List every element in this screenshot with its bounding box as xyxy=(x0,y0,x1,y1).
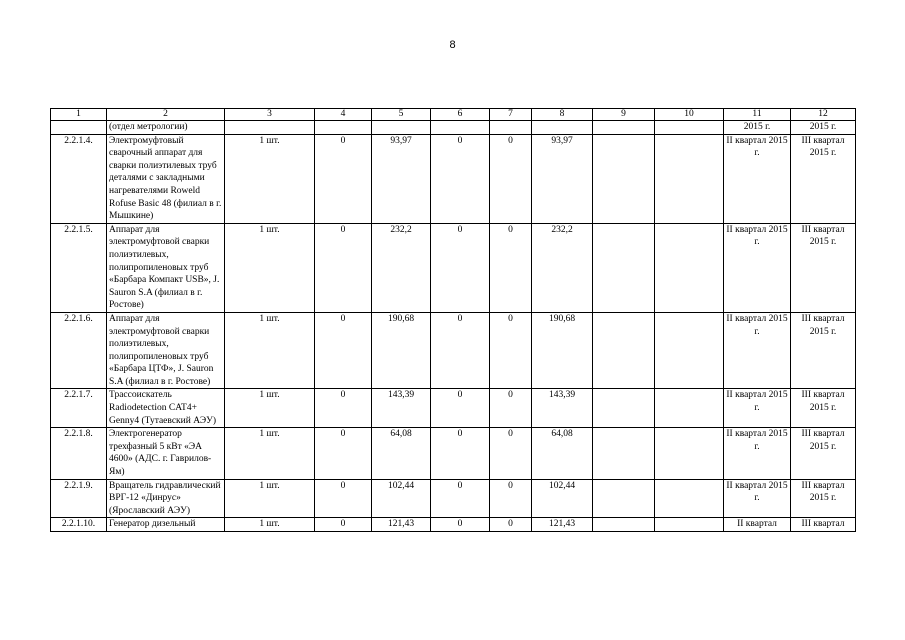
cell-col10 xyxy=(655,223,724,312)
cell-quarter-end: III квартал xyxy=(791,518,856,532)
cell xyxy=(655,121,724,135)
cell-number: 2.2.1.5. xyxy=(51,223,107,312)
cell-col10 xyxy=(655,389,724,428)
cell-col5: 232,2 xyxy=(372,223,431,312)
table-row xyxy=(51,223,856,312)
cell-col8: 143,39 xyxy=(532,389,593,428)
cell-col4: 0 xyxy=(315,134,372,223)
cell xyxy=(51,121,107,135)
cell-col7: 0 xyxy=(490,134,532,223)
cell-col7: 0 xyxy=(490,518,532,532)
cell-quarter-end: 2015 г. xyxy=(791,121,856,135)
cell-col8: 102,44 xyxy=(532,479,593,518)
column-header: 12 xyxy=(791,109,856,121)
cell-col4: 0 xyxy=(315,428,372,479)
cell xyxy=(225,121,315,135)
cell-quarter-end: III квартал 2015 г. xyxy=(791,428,856,479)
cell-quantity: 1 шт. xyxy=(225,389,315,428)
column-header: 3 xyxy=(225,109,315,121)
cell-col4: 0 xyxy=(315,389,372,428)
cell-quarter-start: II квартал 2015 г. xyxy=(724,389,791,428)
cell xyxy=(372,121,431,135)
column-header: 10 xyxy=(655,109,724,121)
column-header: 1 xyxy=(51,109,107,121)
cell-col5: 143,39 xyxy=(372,389,431,428)
table-row xyxy=(51,134,856,223)
column-header: 8 xyxy=(532,109,593,121)
cell-col10 xyxy=(655,428,724,479)
cell-name: Аппарат для электромуфтовой сварки полиэтилевых, полипропиленовых труб «Барбара Компакт USB», J. Sauron S.A (филиал в г. Ростове) xyxy=(107,223,225,312)
cell-quantity: 1 шт. xyxy=(225,312,315,389)
cell xyxy=(593,121,655,135)
cell-col8: 64,08 xyxy=(532,428,593,479)
cell-name: (отдел метрологии) xyxy=(107,121,225,135)
cell-name: Генератор дизельный xyxy=(107,518,225,532)
cell-col9 xyxy=(593,479,655,518)
cell-number: 2.2.1.6. xyxy=(51,312,107,389)
cell-col7: 0 xyxy=(490,389,532,428)
cell-number: 2.2.1.9. xyxy=(51,479,107,518)
cell-col4: 0 xyxy=(315,223,372,312)
column-header: 6 xyxy=(431,109,490,121)
cell-quarter-start: II квартал xyxy=(724,518,791,532)
table-row xyxy=(51,312,856,389)
cell-name: Аппарат для электромуфтовой сварки полиэтилевых, полипропиленовых труб «Барбара ЦТФ», J. Sauron S.A (филиал в г. Ростове) xyxy=(107,312,225,389)
table-row xyxy=(51,389,856,428)
header-row xyxy=(51,109,856,121)
column-header: 9 xyxy=(593,109,655,121)
cell xyxy=(431,121,490,135)
table-row xyxy=(51,428,856,479)
column-header: 2 xyxy=(107,109,225,121)
cell-col9 xyxy=(593,312,655,389)
cell xyxy=(532,121,593,135)
cell-quarter-start: II квартал 2015 г. xyxy=(724,312,791,389)
cell-col7: 0 xyxy=(490,428,532,479)
cell-col6: 0 xyxy=(431,428,490,479)
cell-col5: 102,44 xyxy=(372,479,431,518)
cell-col9 xyxy=(593,518,655,532)
cell-col9 xyxy=(593,223,655,312)
cell-quantity: 1 шт. xyxy=(225,428,315,479)
cell-quarter-start: II квартал 2015 г. xyxy=(724,134,791,223)
cell xyxy=(315,121,372,135)
cell-col8: 190,68 xyxy=(532,312,593,389)
cell-quantity: 1 шт. xyxy=(225,134,315,223)
cell-col10 xyxy=(655,312,724,389)
cell xyxy=(490,121,532,135)
cell-col6: 0 xyxy=(431,134,490,223)
cell-col7: 0 xyxy=(490,312,532,389)
cell-number: 2.2.1.10. xyxy=(51,518,107,532)
cell-col4: 0 xyxy=(315,518,372,532)
cell-quarter-end: III квартал 2015 г. xyxy=(791,223,856,312)
column-header: 11 xyxy=(724,109,791,121)
cell-number: 2.2.1.7. xyxy=(51,389,107,428)
cell-col5: 64,08 xyxy=(372,428,431,479)
cell-quantity: 1 шт. xyxy=(225,479,315,518)
cell-quarter-end: III квартал 2015 г. xyxy=(791,389,856,428)
cell-quantity: 1 шт. xyxy=(225,223,315,312)
cell-col10 xyxy=(655,479,724,518)
cell-col6: 0 xyxy=(431,389,490,428)
column-header: 7 xyxy=(490,109,532,121)
cell-col5: 121,43 xyxy=(372,518,431,532)
cell-col7: 0 xyxy=(490,479,532,518)
continuation-row xyxy=(51,121,856,135)
cell-col4: 0 xyxy=(315,479,372,518)
cell-col6: 0 xyxy=(431,518,490,532)
cell-col10 xyxy=(655,134,724,223)
cell-quarter-start: 2015 г. xyxy=(724,121,791,135)
cell-col8: 121,43 xyxy=(532,518,593,532)
cell-col5: 93,97 xyxy=(372,134,431,223)
table-row xyxy=(51,479,856,518)
cell-quarter-end: III квартал 2015 г. xyxy=(791,312,856,389)
page-number: 8 xyxy=(449,39,456,51)
cell-number: 2.2.1.8. xyxy=(51,428,107,479)
cell-name: Электромуфтовый сварочный аппарат для сварки полиэтилевых труб деталями с закладными нагревателями Roweld Rofuse Basic 48 (филиал в г. Мышкине) xyxy=(107,134,225,223)
cell-col6: 0 xyxy=(431,479,490,518)
cell-quantity: 1 шт. xyxy=(225,518,315,532)
cell-col8: 232,2 xyxy=(532,223,593,312)
cell-name: Электрогенератор трехфазный 5 кВт «ЭА 4600» (АДС. г. Гаврилов-Ям) xyxy=(107,428,225,479)
cell-col6: 0 xyxy=(431,223,490,312)
cell-quarter-end: III квартал 2015 г. xyxy=(791,479,856,518)
equipment-table xyxy=(50,108,856,532)
cell-number: 2.2.1.4. xyxy=(51,134,107,223)
cell-col9 xyxy=(593,428,655,479)
cell-name: Трассоискатель Radiodetection CAT4+ Genny4 (Тутаевский АЭУ) xyxy=(107,389,225,428)
cell-col8: 93,97 xyxy=(532,134,593,223)
cell-quarter-end: III квартал 2015 г. xyxy=(791,134,856,223)
table-row xyxy=(51,518,856,532)
cell-col7: 0 xyxy=(490,223,532,312)
column-header: 5 xyxy=(372,109,431,121)
cell-col6: 0 xyxy=(431,312,490,389)
cell-col5: 190,68 xyxy=(372,312,431,389)
cell-name: Вращатель гидравлический ВРГ-12 «Динрус» (Ярославский АЭУ) xyxy=(107,479,225,518)
cell-quarter-start: II квартал 2015 г. xyxy=(724,428,791,479)
column-header: 4 xyxy=(315,109,372,121)
cell-col10 xyxy=(655,518,724,532)
cell-col4: 0 xyxy=(315,312,372,389)
cell-quarter-start: II квартал 2015 г. xyxy=(724,223,791,312)
cell-col9 xyxy=(593,134,655,223)
cell-quarter-start: II квартал 2015 г. xyxy=(724,479,791,518)
cell-col9 xyxy=(593,389,655,428)
